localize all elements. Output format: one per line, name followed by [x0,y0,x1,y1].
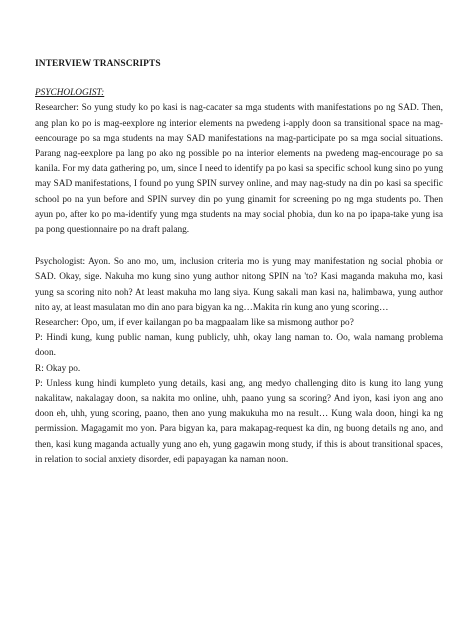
document-body [35,57,443,468]
transcript-paragraph-p-answer: P: Hindi kung, kung public naman, kung publicly, uhh, okay lang naman to. Oo, wala namang problema doon. [35,333,443,359]
transcript-paragraph-psychologist-response: Psychologist: Ayon. So ano mo, um, inclusion criteria mo is yung may manifestation ng social phobia or SAD. Okay, sige. Nakuha mo kung sino yung author nitong SPIN na 'to? Kasi maganda makuha mo, kasi yung sa scoring nito noh? At least makuha mo lang siya. Kung sakali man kasi na, halimbawa, yung author nito ay, at least masulatan mo din ano para bigyan ka ng…Makita rin kung ano yung scoring… [35,257,443,313]
transcript-paragraph-r-ack: R: Okay po. [35,363,81,374]
transcript-paragraph-researcher-question: Researcher: Opo, um, if ever kailangan po ba magpaalam like sa mismong author po? [35,318,354,329]
paragraph-gap [35,238,443,255]
document-title: INTERVIEW TRANSCRIPTS [35,59,161,69]
section-label-psychologist: PSYCHOLOGIST: [35,88,105,99]
transcript-paragraph-researcher-intro: Researcher: So yung study ko po kasi is nag-cacater sa mga students with manifestations po ng SAD. Then, ang plan ko po is mag-eexplore ng interior elements na pwedeng i-apply doon sa transitional space na mag-eencourage po sa mga students na may SAD manifestations na mag-participate po sa mga social situations. Parang nag-eexplore pa lang po ako ng possible po na interior elements na pwedeng mag-encourage po sa kanila. For my data gathering po, um, since I need to identify pa po kasi sa specific school kung sino po yung may SAD manifestations, I found po yung SPIN survey online, and may nag-study na din po kasi sa specific school po na yun before and SPIN survey din po yung ginamit for screening po ng mga students po. Then ayun po, after ko po ma-identify yung mga students na may social phobia, dun ko na po ipapa-take yung isa pa pong questionnaire po na draft palang. [35,103,443,236]
transcript-paragraph-p-details: P: Unless kung hindi kumpleto yung details, kasi ang, ang medyo challenging dito is kung ito lang yung nakalitaw, nakalagay doon, sa nakita mo online, uhh, paano yung sa scoring? And iyon, kasi iyon ang ano doon eh, uhh, yung scoring, paano, then ano yung makukuha mo na result… Kung wala doon, hingi ka ng permission. Magagamit mo yon. Para bigyan ka, para makapag-request ka din, ng buong details ng ano, and then, kasi kung maganda actually yung ano eh, yung gagawin mong study, if this is about transitional spaces, in relation to social anxiety disorder, edi papayagan ka naman noon. [35,378,443,465]
